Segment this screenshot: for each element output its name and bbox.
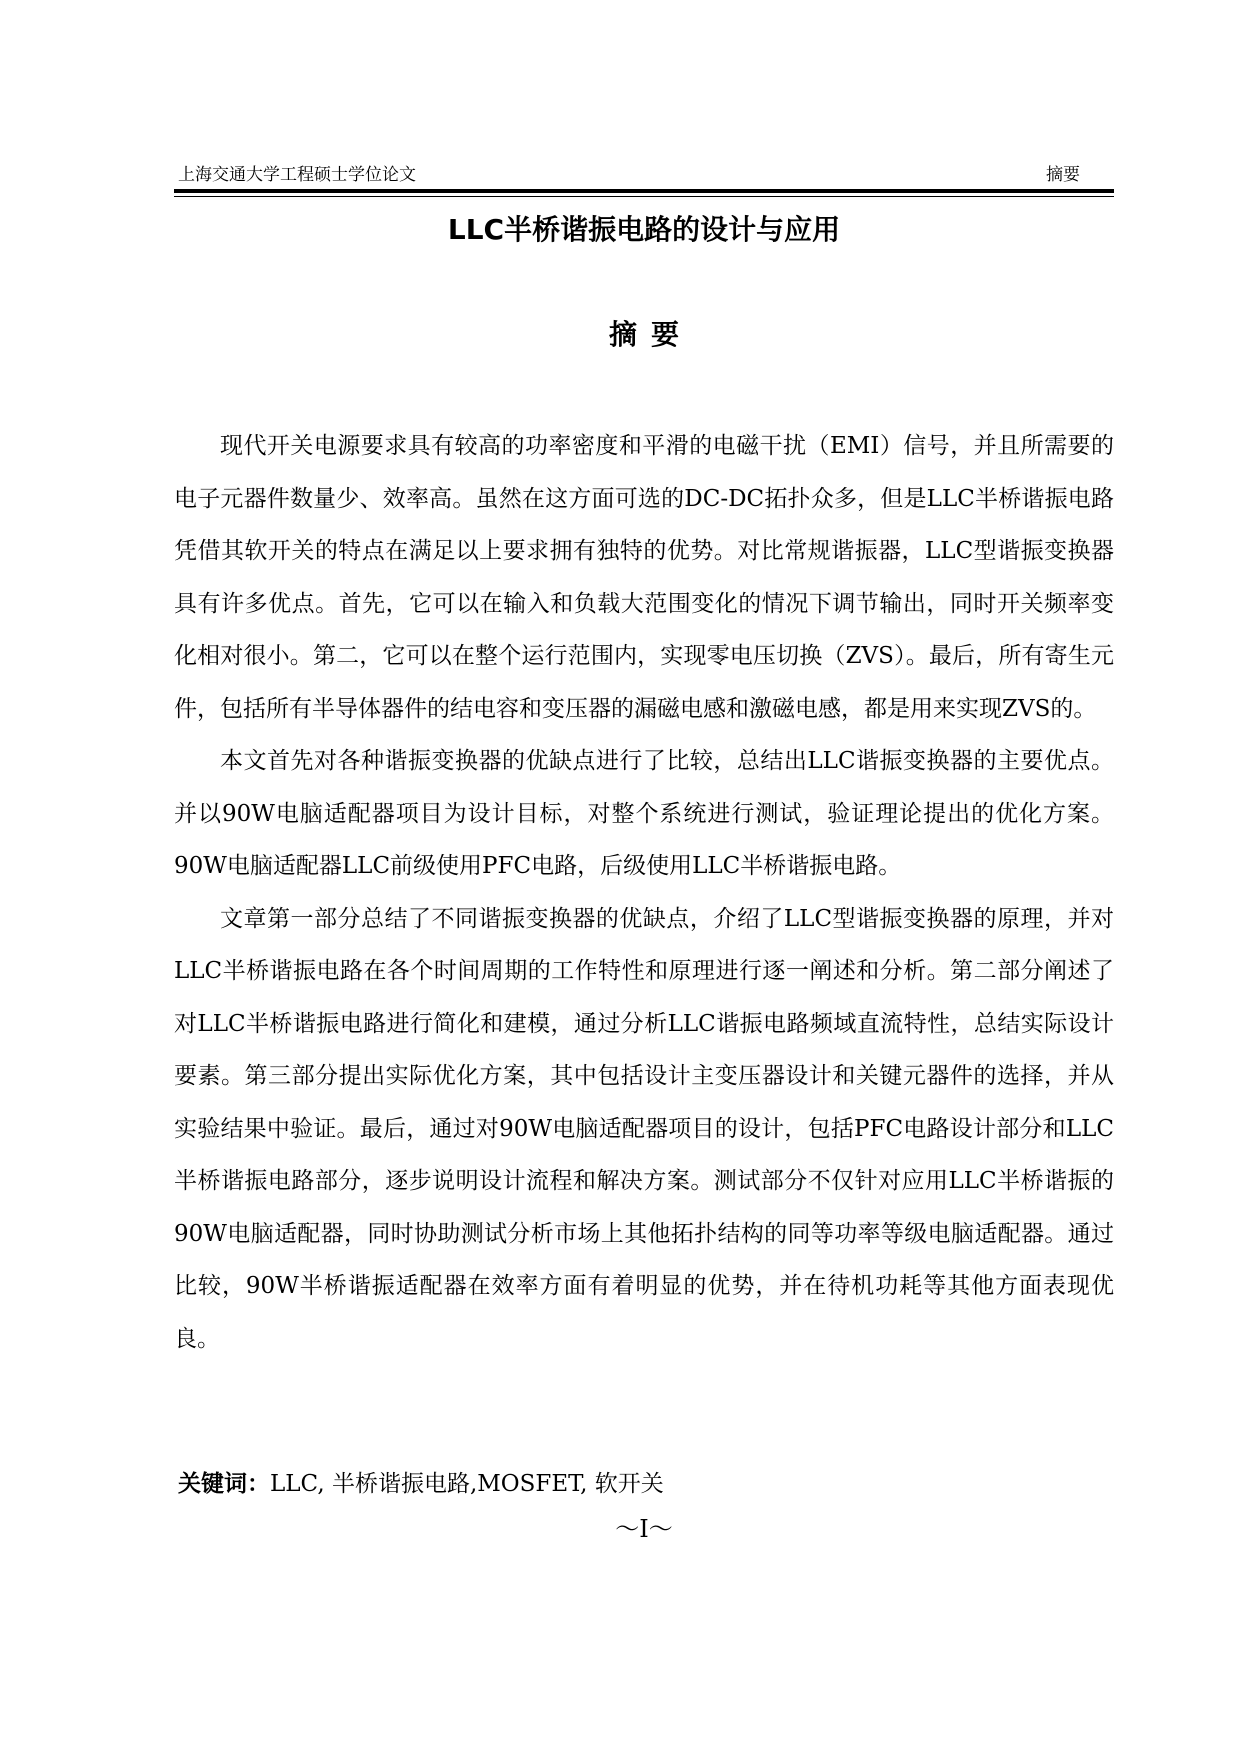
thesis-title: LLC半桥谐振电路的设计与应用 [447, 213, 841, 246]
keywords-line [178, 1468, 1108, 1500]
abstract-paragraph-1: 现代开关电源要求具有较高的功率密度和平滑的电磁干扰（EMI）信号，并且所需要的电子元器件数量少、效率高。虽然在这方面可选的DC-DC拓扑众多，但是LLC半桥谐振电路凭借其软开关的特点在满足以上要求拥有独特的优势。对比常规谐振器，LLC型谐振变换器具有许多优点。首先，它可以在输入和负载大范围变化的情况下调节输出，同时开关频率变化相对很小。第二，它可以在整个运行范围内，实现零电压切换（ZVS）。最后，所有寄生元件，包括所有半导体器件的结电容和变压器的漏磁电感和激磁电感，都是用来实现ZVS的。 [174, 433, 1114, 722]
abstract-body [174, 420, 1114, 1365]
header-section-label: 摘要 [1046, 165, 1080, 185]
header-rule-thick [174, 189, 1114, 193]
header-thesis-label: 上海交通大学工程硕士学位论文 [178, 165, 416, 185]
page-number: ～I～ [615, 1515, 673, 1543]
keywords-label: 关键词： [178, 1471, 270, 1497]
running-header [174, 163, 1114, 187]
abstract-paragraph-2: 本文首先对各种谐振变换器的优缺点进行了比较，总结出LLC谐振变换器的主要优点。并以90W电脑适配器项目为设计目标，对整个系统进行测试，验证理论提出的优化方案。90W电脑适配器LLC前级使用PFC电路，后级使用LLC半桥谐振电路。 [174, 748, 1114, 879]
keywords-value: LLC, 半桥谐振电路,MOSFET, 软开关 [270, 1471, 664, 1497]
abstract-heading: 摘要 [608, 318, 693, 351]
header-rule-thin [174, 196, 1114, 197]
abstract-paragraph-3: 文章第一部分总结了不同谐振变换器的优缺点，介绍了LLC型谐振变换器的原理，并对LLC半桥谐振电路在各个时间周期的工作特性和原理进行逐一阐述和分析。第二部分阐述了对LLC半桥谐振电路进行简化和建模，通过分析LLC谐振电路频域直流特性，总结实际设计要素。第三部分提出实际优化方案，其中包括设计主变压器设计和关键元器件的选择，并从实验结果中验证。最后，通过对90W电脑适配器项目的设计，包括PFC电路设计部分和LLC半桥谐振电路部分，逐步说明设计流程和解决方案。测试部分不仅针对应用LLC半桥谐振的90W电脑适配器，同时协助测试分析市场上其他拓扑结构的同等功率等级电脑适配器。通过比较，90W半桥谐振适配器在效率方面有着明显的优势，并在待机功耗等其他方面表现优良。 [174, 905, 1114, 1352]
